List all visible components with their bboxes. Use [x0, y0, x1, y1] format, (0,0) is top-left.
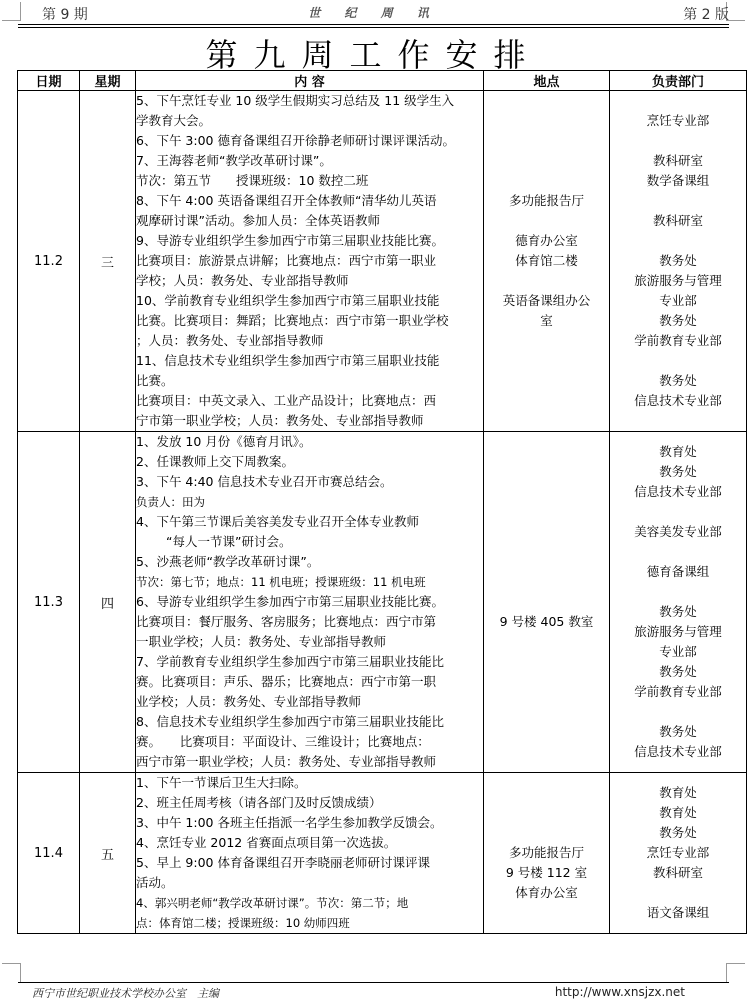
content-line: 节次：第七节；地点：11 机电班；授课班级：11 机电班	[136, 575, 426, 589]
date-cell: 11.4	[18, 773, 80, 934]
content-cell	[136, 91, 484, 432]
department-line: 烹饪专业部	[646, 113, 710, 128]
location-line: 英语备课组办公	[502, 293, 591, 308]
col-header-weekday: 星期	[80, 71, 136, 91]
department-line: 语文备课组	[646, 905, 710, 920]
content-line: 4、郭兴明老师“教学改革研讨课”。节次：第二节；地	[136, 896, 409, 910]
content-line: 10、学前教育专业组织学生参加西宁市第三届职业技能	[136, 293, 440, 308]
location-line: 室	[540, 313, 553, 328]
content-line: 比赛项目：中英文录入、工业产品设计；比赛地点：西	[136, 393, 437, 408]
location-line: 体育馆二楼	[515, 253, 578, 268]
location-line	[484, 211, 609, 231]
department-line: 烹饪专业部	[646, 845, 710, 860]
department-line	[610, 131, 746, 151]
content-line: 比赛项目：旅游景点讲解；比赛地点：西宁市第一职业	[136, 253, 437, 268]
content-line: 9、导游专业组织学生参加西宁市第三届职业技能比赛。	[136, 233, 444, 248]
location-cell	[484, 773, 610, 934]
content-line: 业学校；人员：教务处、专业部指导教师	[136, 694, 362, 709]
location-line: 多功能报告厅	[508, 845, 584, 860]
content-line: 节次：第五节 授课班级：10 数控二班	[136, 173, 369, 188]
content-line: 2、任课教师上交下周教案。	[136, 454, 294, 469]
content-line: 比赛。比赛项目：舞蹈；比赛地点：西宁市第一职业学校	[136, 313, 449, 328]
content-line: 5、下午烹饪专业 10 级学生假期实习总结及 11 级学生入	[136, 93, 455, 108]
content-line: 5、沙燕老师“教学改革研讨课”。	[136, 554, 320, 569]
content-line: 6、导游专业组织学生参加西宁市第三届职业技能比赛。	[136, 594, 444, 609]
col-header-department: 负责部门	[610, 71, 747, 91]
content-line: 点：体育馆二楼；授课班级：10 幼师四班	[136, 916, 350, 930]
department-line: 教务处	[659, 724, 697, 739]
department-line: 教科研室	[652, 865, 703, 880]
table-row	[18, 432, 747, 773]
weekday-cell: 四	[80, 432, 136, 773]
content-line: 7、学前教育专业组织学生参加西宁市第三届职业技能比	[136, 654, 444, 669]
content-line: 1、发放 10 月份《德育月讯》。	[136, 434, 312, 449]
newsletter-name: 世 纪 周 讯	[308, 6, 439, 20]
content-line: 3、下午 4:40 信息技术专业召开市赛总结会。	[136, 474, 393, 489]
date-cell: 11.2	[18, 91, 80, 432]
content-line: 西宁市第一职业学校；人员：教务处、专业部指导教师	[136, 754, 437, 769]
location-line: 9 号楼 405 教室	[499, 614, 594, 629]
department-line: 专业部	[659, 293, 697, 308]
content-line: “每人一节课”研讨会。	[166, 534, 292, 549]
content-line: 8、信息技术专业组织学生参加西宁市第三届职业技能比	[136, 714, 444, 729]
department-line: 美容美发专业部	[634, 524, 722, 539]
department-cell	[610, 91, 747, 432]
content-line: 赛。比赛项目：声乐、器乐；比赛地点：西宁市第一职	[136, 674, 437, 689]
department-line: 旅游服务与管理	[634, 273, 722, 288]
content-cell	[136, 432, 484, 773]
crop-mark-bottom-left	[2, 963, 21, 982]
department-line: 教科研室	[652, 153, 703, 168]
location-line: 9 号楼 112 室	[505, 865, 588, 880]
department-line	[610, 582, 746, 602]
department-line: 学前教育专业部	[634, 333, 722, 348]
crop-mark-bottom-right	[726, 963, 745, 982]
content-line: 宁市第一职业学校；人员：教务处、专业部指导教师	[136, 413, 424, 428]
department-line: 信息技术专业部	[634, 393, 722, 408]
header-rule	[18, 24, 729, 25]
content-line: 赛。 比赛项目：平面设计、三维设计；比赛地点：	[136, 734, 430, 749]
content-line: 1、下午一节课后卫生大扫除。	[136, 775, 307, 790]
location-line: 多功能报告厅	[508, 193, 584, 208]
department-line: 教科研室	[652, 213, 703, 228]
content-line: 3、中午 1:00 各班主任指派一名学生参加教学反馈会。	[136, 815, 443, 830]
weekday-cell: 三	[80, 91, 136, 432]
location-cell	[484, 91, 610, 432]
department-line: 数学备课组	[646, 173, 710, 188]
content-line: 活动。	[136, 875, 174, 890]
date-cell: 11.3	[18, 432, 80, 773]
department-cell	[610, 432, 747, 773]
content-line: 11、信息技术专业组织学生参加西宁市第三届职业技能	[136, 353, 440, 368]
department-cell	[610, 773, 747, 934]
content-cell	[136, 773, 484, 934]
content-line: 比赛。	[136, 373, 174, 388]
location-line	[484, 572, 609, 592]
department-line	[610, 502, 746, 522]
department-line: 信息技术专业部	[634, 484, 722, 499]
content-line: 7、王海蓉老师“教学改革研讨课”。	[136, 153, 332, 168]
table-header-row	[18, 71, 747, 91]
department-line: 教育处	[659, 444, 697, 459]
department-line	[610, 351, 746, 371]
department-line	[610, 231, 746, 251]
department-line: 教务处	[659, 464, 697, 479]
content-line: 4、下午第三节课后美容美发专业召开全体专业教师	[136, 514, 419, 529]
content-line: 学教育大会。	[136, 113, 212, 128]
location-line: 德育办公室	[515, 233, 578, 248]
footer-website: http://www.xnsjzx.net	[554, 985, 685, 999]
department-line	[610, 542, 746, 562]
location-line	[484, 592, 609, 612]
header-rule-thin	[18, 27, 729, 28]
content-line: ；人员：教务处、专业部指导教师	[136, 333, 324, 348]
department-line: 教育处	[659, 805, 697, 820]
department-line: 专业部	[659, 644, 697, 659]
department-line: 教务处	[659, 253, 697, 268]
table-row	[18, 91, 747, 432]
content-line: 4、烹饪专业 2012 省赛面点项目第一次选拔。	[136, 835, 397, 850]
department-line	[610, 191, 746, 211]
content-line: 负责人：田为	[136, 495, 205, 509]
content-line: 比赛项目：餐厅服务、客房服务；比赛地点：西宁市第	[136, 614, 437, 629]
department-line: 德育备课组	[646, 564, 710, 579]
department-line: 学前教育专业部	[634, 684, 722, 699]
footer-publisher: 西宁市世纪职业技术学校办公室 主编	[32, 987, 219, 1000]
content-line: 一职业学校；人员：教务处、专业部指导教师	[136, 634, 387, 649]
content-line: 2、班主任周考核（请各部门及时反馈成绩）	[136, 795, 382, 810]
content-line: 8、下午 4:00 英语备课组召开全体教师“清华幼儿英语	[136, 193, 437, 208]
schedule-table	[17, 70, 747, 934]
location-line	[484, 823, 609, 843]
page-number: 第 2 版	[683, 7, 729, 23]
department-line: 教务处	[659, 313, 697, 328]
content-line: 5、早上 9:00 体育备课组召开李晓丽老师研讨课评课	[136, 855, 430, 870]
location-cell	[484, 432, 610, 773]
department-line: 教务处	[659, 825, 697, 840]
department-line: 旅游服务与管理	[634, 624, 722, 639]
department-line: 信息技术专业部	[634, 744, 722, 759]
table-row	[18, 773, 747, 934]
footer-rule	[18, 982, 729, 983]
department-line: 教务处	[659, 664, 697, 679]
col-header-location: 地点	[484, 71, 610, 91]
content-line: 学校；人员：教务处、专业部指导教师	[136, 273, 349, 288]
department-line: 教务处	[659, 604, 697, 619]
department-line	[610, 883, 746, 903]
weekday-cell: 五	[80, 773, 136, 934]
department-line	[610, 702, 746, 722]
content-line: 6、下午 3:00 德育备课组召开徐静老师研讨课评课活动。	[136, 133, 455, 148]
page-title: 第九周工作安排	[205, 36, 542, 74]
location-line: 体育办公室	[515, 885, 578, 900]
location-line	[484, 803, 609, 823]
issue-number: 第 9 期	[42, 7, 88, 23]
department-line: 教务处	[659, 373, 697, 388]
content-line: 观摩研讨课”活动。参加人员：全体英语教师	[136, 213, 380, 228]
col-header-content: 内 容	[136, 71, 484, 91]
department-line: 教育处	[659, 785, 697, 800]
col-header-date: 日期	[18, 71, 80, 91]
location-line	[484, 271, 609, 291]
